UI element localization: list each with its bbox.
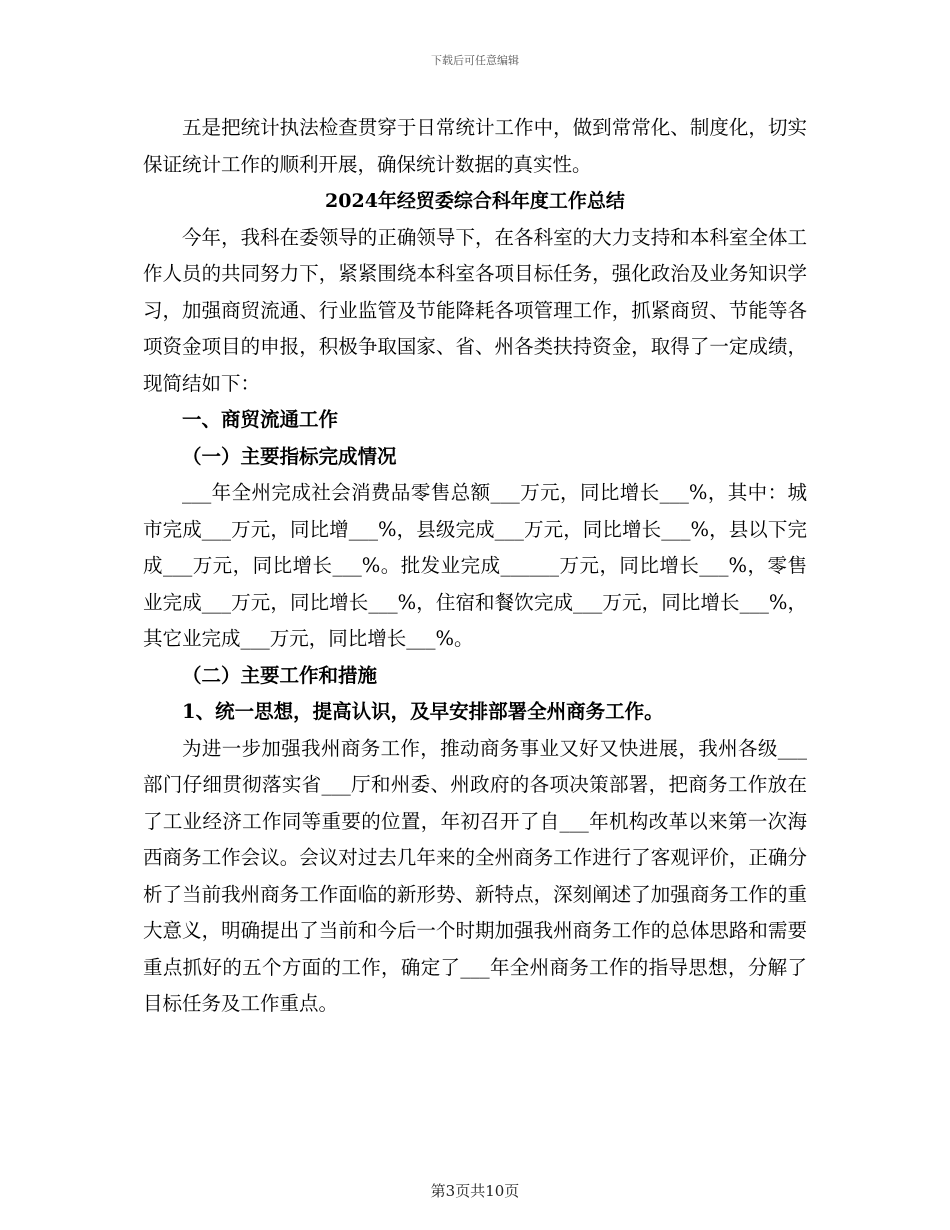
page-header: 下载后可任意编辑 [431,54,519,67]
summary-paragraph: 今年，我科在委领导的正确领导下，在各科室的大力支持和本科室全体工作人员的共同努力下，紧紧围绕本科室各项目标任务，强化政治及业务知识学习，加强商贸流通、行业监管及节能降耗各项管理工作，抓紧商贸、节能等各项资金项目的申报，积极争取国家、省、州各类扶持资金，取得了一定成绩，现简结如下： [143,225,807,395]
section-heading-1: 一、商贸流通工作 [182,408,339,431]
document-title: 2024年经贸委综合科年度工作总结 [325,190,625,212]
document-body [143,110,807,1023]
subsection-heading-2: （二）主要工作和措施 [182,663,378,687]
intro-paragraph: 五是把统计执法检查贯穿于日常统计工作中，做到常常化、制度化，切实保证统计工作的顺利开展，确保统计数据的真实性。 [143,116,807,176]
indicators-paragraph: ___年全州完成社会消费品零售总额___万元，同比增长___%，其中：城市完成___万元，同比增___%，县级完成___万元，同比增长___%，县以下完成___万元，同比增长___%。批发业完成______万元，同比增长___%，零售业完成___万元，同比增长___%，住宿和餐饮完成___万元，同比增长___%，其它业完成___万元，同比增长___%。 [143,481,807,650]
page-footer: 第3页共10页 [430,1182,520,1200]
item-heading-1: 1、统一思想，提高认识，及早安排部署全州商务工作。 [182,700,664,723]
subsection-heading-1: （一）主要指标完成情况 [182,444,397,468]
measures-paragraph: 为进一步加强我州商务工作，推动商务事业又好又快进展，我州各级___部门仔细贯彻落实省___厅和州委、州政府的各项决策部署，把商务工作放在了工业经济工作同等重要的位置，年初召开了自___年机构改革以来第一次海西商务工作会议。会议对过去几年来的全州商务工作进行了客观评价，正确分析了当前我州商务工作面临的新形势、新特点，深刻阐述了加强商务工作的重大意义，明确提出了当前和今后一个时期加强我州商务工作的总体思路和需要重点抓好的五个方面的工作，确定了___年全州商务工作的指导思想，分解了目标任务及工作重点。 [143,736,807,1015]
